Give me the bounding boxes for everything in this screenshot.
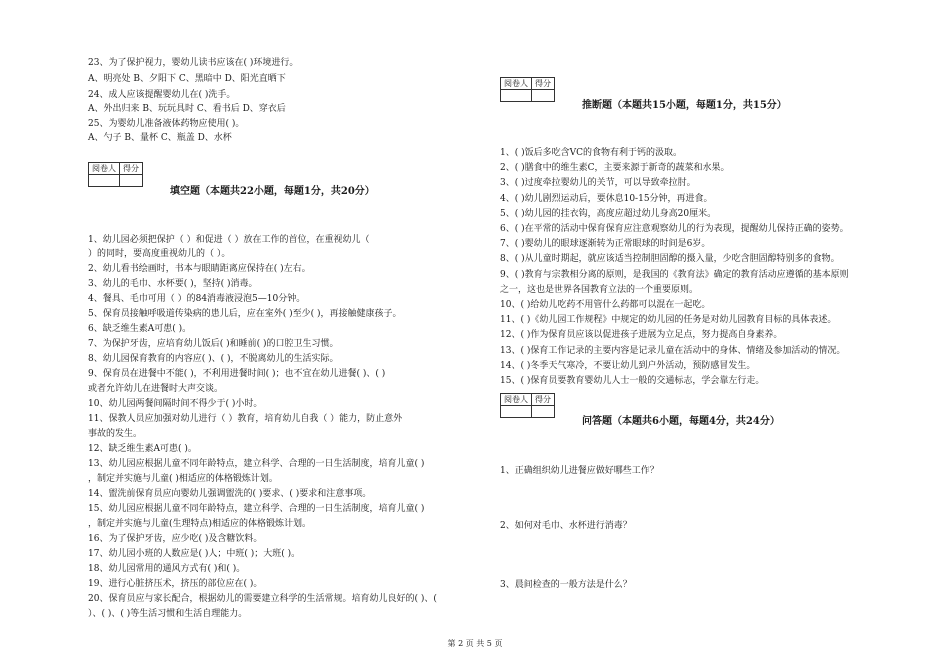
score-box-qa bbox=[500, 393, 555, 418]
fill-question-line: 10、幼儿园两餐间隔时间不得少于( )小时。 bbox=[88, 399, 263, 409]
judge-question-line: 2、( )膳食中的维生素C，主要来源于新奇的蔬菜和水果。 bbox=[500, 163, 730, 174]
fill-question-line: 15、幼儿园应根据儿童不同年龄特点，建立科学、合理的一日生活制度，培育儿童( ) bbox=[88, 504, 425, 514]
fill-question-line: ，制定并实施与儿童( )相适应的体格锻炼计划。 bbox=[88, 474, 278, 484]
question-line: 23、为了保护视力，婴幼儿读书应该在( )环境进行。 bbox=[88, 58, 299, 68]
fill-section-heading: 填空题（本题共22小题，每题1分，共20分） bbox=[170, 186, 375, 197]
fill-question-line: 20、保育员应与家长配合，根据幼儿的需要建立科学的生活常规。培育幼儿良好的( )、( bbox=[88, 594, 437, 604]
judge-question-line: 4、( )幼儿剧烈运动后，要休息10-15分钟，再进食。 bbox=[500, 193, 713, 204]
judge-section-heading: 推断题（本题共15小题，每题1分，共15分） bbox=[582, 100, 787, 111]
fill-question-line: 11、保教人员应加强对幼儿进行（ ）教育，培育幼儿自我（ ）能力，防止意外 bbox=[88, 414, 403, 424]
judge-question-line: 6、( )在平常的活动中保育保育应注意观察幼儿的行为表现，提醒幼儿保持正确的姿势。 bbox=[500, 224, 849, 234]
fill-question-line: 4、餐具、毛巾可用（ ）的84消毒液浸泡5—10分钟。 bbox=[88, 294, 306, 304]
score-box-fill bbox=[88, 162, 143, 187]
fill-question-line: 12、缺乏维生素A可患( )。 bbox=[88, 444, 197, 454]
fill-question-line: 8、幼儿园保育教育的内容应( )、( )，不脱离幼儿的生活实际。 bbox=[88, 354, 339, 364]
score-box-judge bbox=[500, 77, 555, 102]
reviewer-label: 阅卷人 bbox=[501, 78, 532, 90]
score-cell[interactable] bbox=[532, 406, 555, 418]
fill-question-line: 14、盥洗前保育员应向婴幼儿强调盥洗的( )要求、( )要求和注意事项。 bbox=[88, 489, 372, 499]
question-line: A、明亮处 B、夕阳下 C、黑暗中 D、阳光直晒下 bbox=[88, 74, 286, 84]
fill-question-line: 6、缺乏维生素A可患( )。 bbox=[88, 324, 192, 334]
fill-question-line: 7、为保护牙齿，应培育幼儿饭后( )和睡前( )的口腔卫生习惯。 bbox=[88, 339, 339, 349]
fill-question-line: 或者允许幼儿在进餐时大声交谈。 bbox=[88, 384, 224, 394]
fill-question-line: ）、( )、( )等生活习惯和生活自理能力。 bbox=[88, 609, 248, 619]
reviewer-cell[interactable] bbox=[501, 90, 532, 102]
fill-question-line: 9、保育员在进餐中不能( )，不利用进餐时间( )；也不宜在幼儿进餐( )、( ) bbox=[88, 369, 386, 379]
judge-question-line: 9、( )教育与宗教相分离的原则，是我国的《教育法》确定的教育活动应遵循的基本原则 bbox=[500, 269, 849, 280]
judge-question-line: 5、( )幼儿园的挂衣钩，高度应超过幼儿身高20厘米。 bbox=[500, 208, 717, 219]
fill-question-line: 1、幼儿园必须把保护（ ）和促进（ ）放在工作的首位，在重视幼儿（ bbox=[88, 235, 370, 245]
judge-question-line: 11、( )《幼儿园工作规程》中规定的幼儿园的任务是对幼儿园教育目标的具体表述。 bbox=[500, 315, 837, 326]
page-footer: 第 2 页 共 5 页 bbox=[447, 639, 503, 648]
fill-question-line: 3、幼儿的毛巾、水杯要( )，坚持( )消毒。 bbox=[88, 279, 258, 289]
score-cell[interactable] bbox=[120, 175, 143, 187]
fill-question-line: 16、为了保护牙齿，应少吃( )及含糖饮料。 bbox=[88, 534, 263, 544]
judge-question-line: 7、( )婴幼儿的眼球逐渐转为正常眼球的时间是6岁。 bbox=[500, 239, 711, 250]
judge-question-line: 之一，这也是世界各国教育立法的一个重要原则。 bbox=[500, 284, 699, 295]
score-label: 得分 bbox=[532, 78, 555, 90]
question-line: A、勺子 B、量杯 C、瓶盖 D、水杯 bbox=[88, 133, 232, 143]
judge-question-line: 15、( )保育员要教育婴幼儿人士一般的交通标志，学会靠左行走。 bbox=[500, 376, 765, 386]
fill-question-line: 事故的发生。 bbox=[88, 429, 143, 439]
fill-question-line: 5、保育员接触呼吸道传染病的患儿后，应在室外( )至少( )，再接触健康孩子。 bbox=[88, 309, 402, 319]
judge-question-line: 1、( )饭后多吃含VC的食物有利于钙的汲取。 bbox=[500, 148, 682, 158]
qa-question-line: 2、如何对毛巾、水杯进行消毒？ bbox=[500, 521, 632, 531]
fill-question-line: 13、幼儿园应根据儿童不同年龄特点，建立科学、合理的一日生活制度，培育儿童( ) bbox=[88, 459, 425, 469]
reviewer-cell[interactable] bbox=[501, 406, 532, 418]
question-line: A、外出归来 B、玩玩具时 C、看书后 D、穿衣后 bbox=[88, 104, 286, 114]
fill-question-line: 17、幼儿园小班的人数应是( )人；中班( )；大班( )。 bbox=[88, 549, 301, 559]
question-line: 25、为婴幼儿准备液体药物应使用( )。 bbox=[88, 119, 245, 129]
judge-question-line: 8、( )从儿童时期起，就应该适当控制胆固醇的摄入量，少吃含胆固醇特别多的食物。 bbox=[500, 254, 840, 265]
judge-question-line: 3、( )过度牵拉婴幼儿的关节，可以导致牵拉肘。 bbox=[500, 178, 696, 189]
fill-question-line: ）的同时，要高度重视幼儿的（ ）。 bbox=[88, 249, 231, 259]
judge-question-line: 10、( )给幼儿吃药不用管什么药都可以混在一起吃。 bbox=[500, 300, 711, 310]
score-cell[interactable] bbox=[532, 90, 555, 102]
qa-question-line: 1、正确组织幼儿进餐应做好哪些工作？ bbox=[500, 466, 659, 476]
score-label: 得分 bbox=[120, 163, 143, 175]
qa-question-line: 3、晨间检查的一般方法是什么？ bbox=[500, 580, 632, 590]
qa-section-heading: 问答题（本题共6小题，每题4分，共24分） bbox=[582, 416, 780, 427]
judge-question-line: 12、( )作为保育员应该以促进孩子进展为立足点，努力提高自身素养。 bbox=[500, 330, 783, 341]
fill-question-line: 18、幼儿园常用的通风方式有( )和( )。 bbox=[88, 564, 246, 574]
score-label: 得分 bbox=[532, 394, 555, 406]
judge-question-line: 14、( )冬季天气寒冷，不要让幼儿到户外活动，预防感冒发生。 bbox=[500, 360, 756, 371]
reviewer-label: 阅卷人 bbox=[501, 394, 532, 406]
fill-question-line: ，制定并实施与儿童(生理特点)相适应的体格锻炼计划。 bbox=[88, 519, 312, 529]
question-line: 24、成人应该提醒婴幼儿在( )洗手。 bbox=[88, 90, 236, 100]
judge-question-line: 13、( )保育工作记录的主要内容是记录儿童在活动中的身体、情绪及参加活动的情况。 bbox=[500, 345, 846, 356]
fill-question-line: 2、幼儿看书绘画时，书本与眼睛距离应保持在( )左右。 bbox=[88, 264, 311, 274]
reviewer-label: 阅卷人 bbox=[89, 163, 120, 175]
fill-question-line: 19、进行心脏挤压术，挤压的部位应在( )。 bbox=[88, 579, 263, 589]
reviewer-cell[interactable] bbox=[89, 175, 120, 187]
